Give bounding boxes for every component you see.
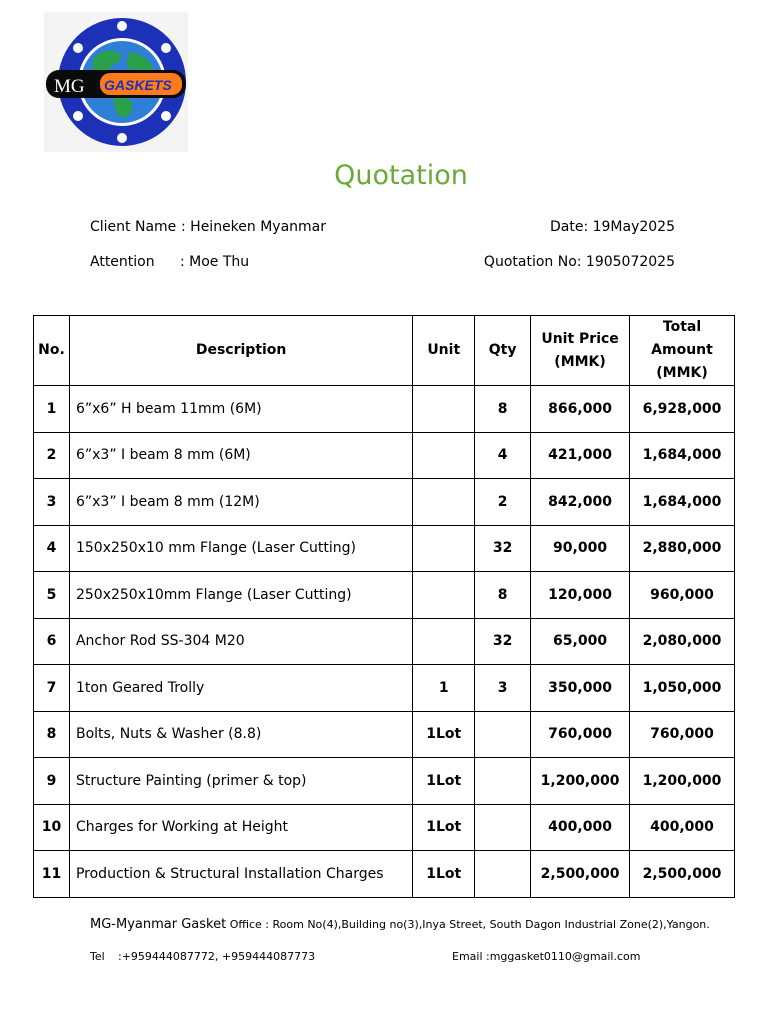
header-unit: Unit	[413, 316, 475, 386]
cell-unit	[413, 432, 475, 479]
cell-total: 2,880,000	[630, 525, 735, 572]
cell-no: 7	[34, 665, 70, 712]
table-header-row	[34, 316, 735, 386]
cell-no: 5	[34, 572, 70, 619]
client-name-value: : Heineken Myanmar	[181, 219, 327, 235]
cell-total: 400,000	[630, 804, 735, 851]
mg-gaskets-logo-icon	[44, 12, 188, 152]
cell-unit: 1	[413, 665, 475, 712]
table-row	[34, 572, 735, 619]
cell-no: 10	[34, 804, 70, 851]
table-row	[34, 618, 735, 665]
cell-total: 1,200,000	[630, 758, 735, 805]
cell-no: 11	[34, 851, 70, 898]
date: Date: 19May2025	[549, 219, 675, 235]
cell-qty: 32	[475, 525, 531, 572]
client-name-row	[90, 219, 326, 235]
cell-unit-price: 350,000	[531, 665, 630, 712]
header-unit-price	[531, 316, 630, 386]
header-qty: Qty	[475, 316, 531, 386]
cell-qty: 8	[475, 386, 531, 433]
cell-unit	[413, 572, 475, 619]
cell-unit-price: 90,000	[531, 525, 630, 572]
cell-no: 6	[34, 618, 70, 665]
cell-qty: 32	[475, 618, 531, 665]
cell-unit-price: 842,000	[531, 479, 630, 526]
table-row	[34, 432, 735, 479]
attention-label: Attention	[90, 254, 155, 270]
header-total-amount	[630, 316, 735, 386]
footer-tel-line	[90, 950, 315, 963]
cell-qty	[475, 758, 531, 805]
cell-description: Production & Structural Installation Charges	[69, 851, 412, 898]
footer-address-line	[90, 917, 710, 932]
cell-unit-price: 421,000	[531, 432, 630, 479]
cell-qty	[475, 711, 531, 758]
cell-qty: 8	[475, 572, 531, 619]
cell-total: 2,080,000	[630, 618, 735, 665]
cell-unit-price: 760,000	[531, 711, 630, 758]
footer-office-label: Office :	[229, 918, 269, 931]
footer-tel-label: Tel	[90, 950, 105, 963]
header-unit-price-line2: (MMK)	[554, 353, 606, 370]
cell-unit	[413, 386, 475, 433]
cell-no: 8	[34, 711, 70, 758]
cell-unit-price: 1,200,000	[531, 758, 630, 805]
cell-description: 250x250x10mm Flange (Laser Cutting)	[69, 572, 412, 619]
quotation-table	[33, 315, 735, 898]
cell-description: Structure Painting (primer & top)	[69, 758, 412, 805]
cell-total: 760,000	[630, 711, 735, 758]
cell-qty: 4	[475, 432, 531, 479]
cell-unit: 1Lot	[413, 758, 475, 805]
logo-text-mg: MG	[54, 76, 85, 97]
cell-no: 1	[34, 386, 70, 433]
cell-unit-price: 120,000	[531, 572, 630, 619]
cell-unit: 1Lot	[413, 711, 475, 758]
cell-description: 6”x6” H beam 11mm (6M)	[69, 386, 412, 433]
page-title: Quotation	[334, 160, 468, 191]
footer-email: Email :mggasket0110@gmail.com	[452, 950, 641, 963]
header-unit-price-line1: Unit Price	[541, 330, 619, 347]
cell-description: 1ton Geared Trolly	[69, 665, 412, 712]
table-row	[34, 851, 735, 898]
cell-description: Charges for Working at Height	[69, 804, 412, 851]
cell-total: 1,050,000	[630, 665, 735, 712]
cell-unit	[413, 479, 475, 526]
cell-description: Anchor Rod SS-304 M20	[69, 618, 412, 665]
cell-unit-price: 2,500,000	[531, 851, 630, 898]
header-no: No.	[34, 316, 70, 386]
table-row	[34, 386, 735, 433]
cell-unit-price: 400,000	[531, 804, 630, 851]
footer-address: Room No(4),Building no(3),Inya Street, South Dagon Industrial Zone(2),Yangon.	[272, 918, 710, 931]
client-name-label: Client Name	[90, 219, 177, 235]
cell-total: 6,928,000	[630, 386, 735, 433]
cell-description: 6”x3” I beam 8 mm (12M)	[69, 479, 412, 526]
table-row	[34, 758, 735, 805]
cell-qty: 3	[475, 665, 531, 712]
cell-no: 3	[34, 479, 70, 526]
quotation-number: Quotation No: 1905072025	[483, 254, 675, 270]
cell-total: 1,684,000	[630, 479, 735, 526]
header-total-line2: (MMK)	[656, 365, 708, 381]
cell-total: 960,000	[630, 572, 735, 619]
cell-no: 2	[34, 432, 70, 479]
footer-company: MG-Myanmar Gasket	[90, 917, 227, 932]
cell-qty	[475, 851, 531, 898]
cell-total: 1,684,000	[630, 432, 735, 479]
cell-qty: 2	[475, 479, 531, 526]
cell-unit-price: 866,000	[531, 386, 630, 433]
table-row	[34, 479, 735, 526]
attention-value: : Moe Thu	[180, 254, 250, 270]
cell-description: 150x250x10 mm Flange (Laser Cutting)	[69, 525, 412, 572]
table-row	[34, 525, 735, 572]
cell-unit: 1Lot	[413, 804, 475, 851]
attention-row	[90, 254, 249, 270]
cell-unit	[413, 618, 475, 665]
table-row	[34, 665, 735, 712]
cell-description: Bolts, Nuts & Washer (8.8)	[69, 711, 412, 758]
table-row	[34, 804, 735, 851]
cell-total: 2,500,000	[630, 851, 735, 898]
company-logo	[44, 12, 188, 152]
cell-unit-price: 65,000	[531, 618, 630, 665]
cell-description: 6”x3” I beam 8 mm (6M)	[69, 432, 412, 479]
logo-text-gaskets: GASKETS	[104, 77, 172, 93]
cell-no: 4	[34, 525, 70, 572]
cell-unit: 1Lot	[413, 851, 475, 898]
header-description: Description	[69, 316, 412, 386]
footer-tel-value: :+959444087772, +959444087773	[118, 950, 316, 963]
cell-unit	[413, 525, 475, 572]
cell-no: 9	[34, 758, 70, 805]
cell-qty	[475, 804, 531, 851]
header-total-line1: Total Amount	[651, 319, 713, 358]
table-row	[34, 711, 735, 758]
